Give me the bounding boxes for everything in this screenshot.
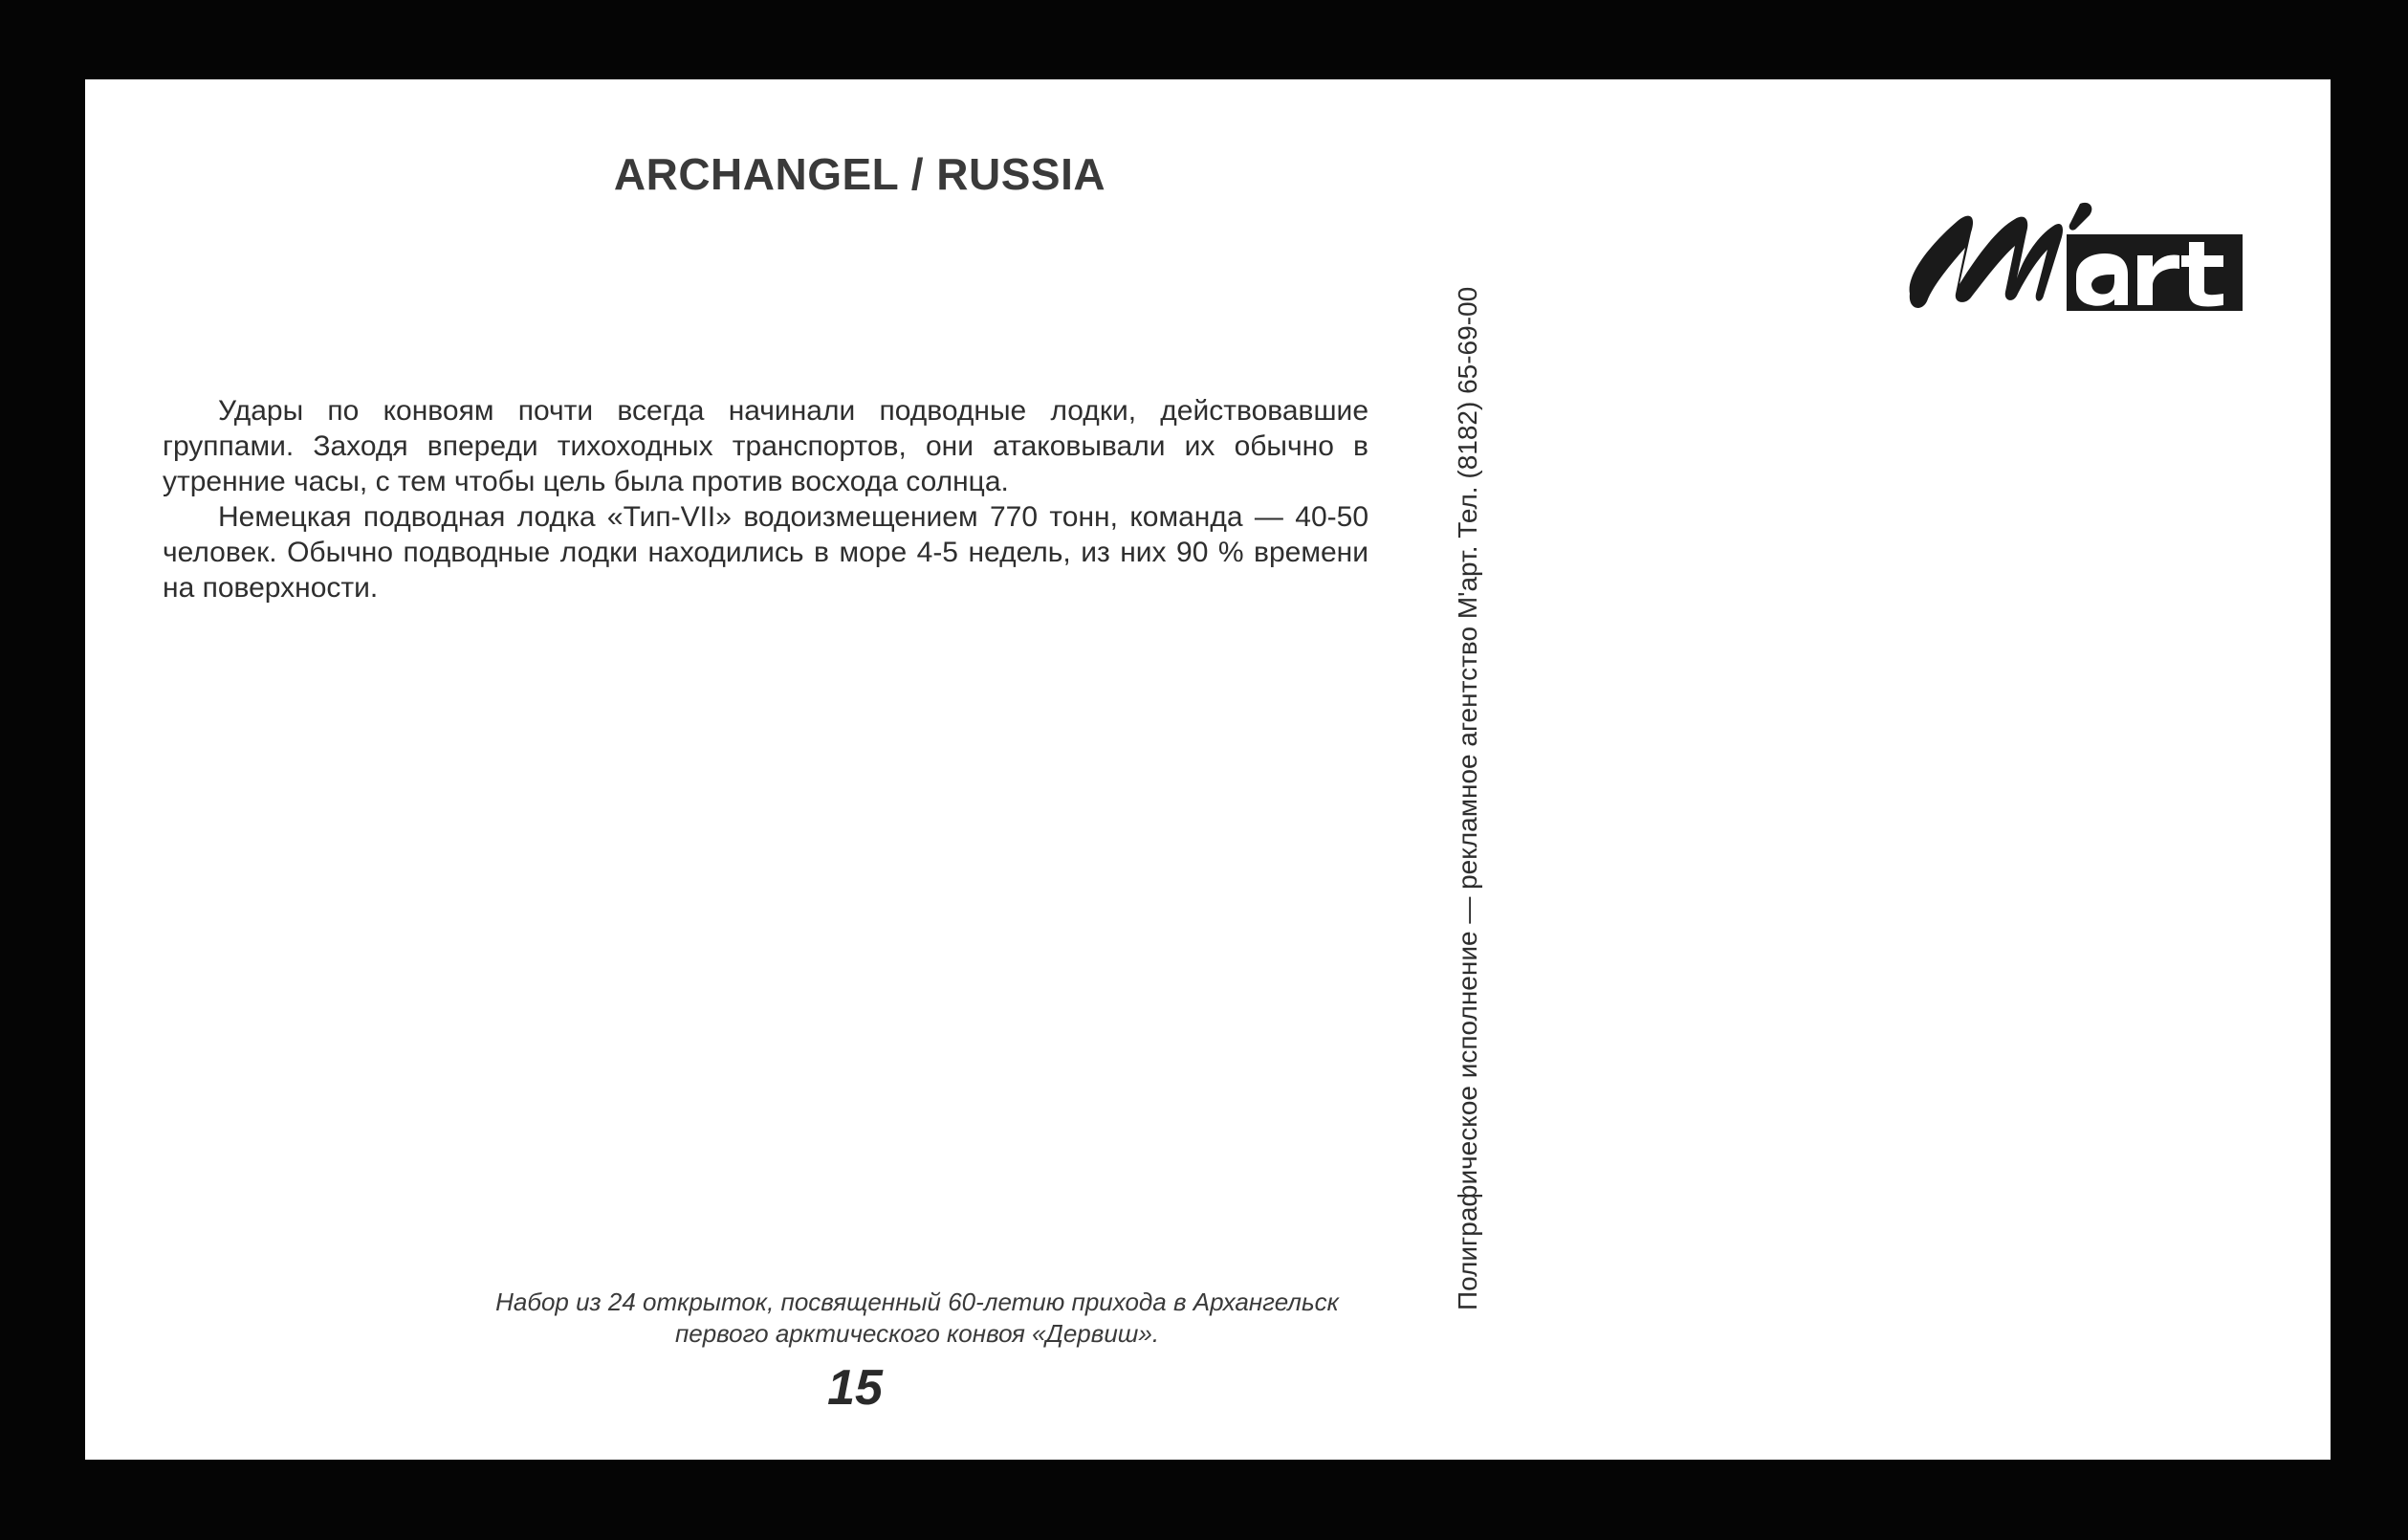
postcard-back (85, 79, 2331, 1460)
series-note-line-2: первого арктического конвоя «Дервиш». (674, 1319, 1160, 1348)
card-title: ARCHANGEL / RUSSIA (613, 149, 1106, 199)
paragraph-2: Немецкая подводная лодка «Тип-VII» водоизмещением 770 тонн, команда — 40-50 человек. Обычно подводные лодки находились в море 4-5 недель, из них 90 % времени на поверхности. (163, 501, 1368, 604)
mart-logo (1902, 162, 2246, 315)
series-note (276, 1287, 1558, 1350)
paragraph-1: Удары по конвоям почти всегда начинали подводные лодки, действовавшие группами. Заходя впереди тихоходных транспортов, они атаковывали их обычно в утренние часы, с тем чтобы цель была против восхода солнца. (163, 395, 1368, 497)
card-number: 15 (827, 1360, 883, 1416)
series-note-line-1: Набор из 24 открыток, посвященный 60-летию прихода в Архангельск (495, 1287, 1339, 1316)
publisher-credit: Полиграфическое исполнение — рекламное агентство М'арт. Тел. (8182) 65-69-00 (1453, 286, 1482, 1311)
card-body-text (163, 393, 1368, 605)
